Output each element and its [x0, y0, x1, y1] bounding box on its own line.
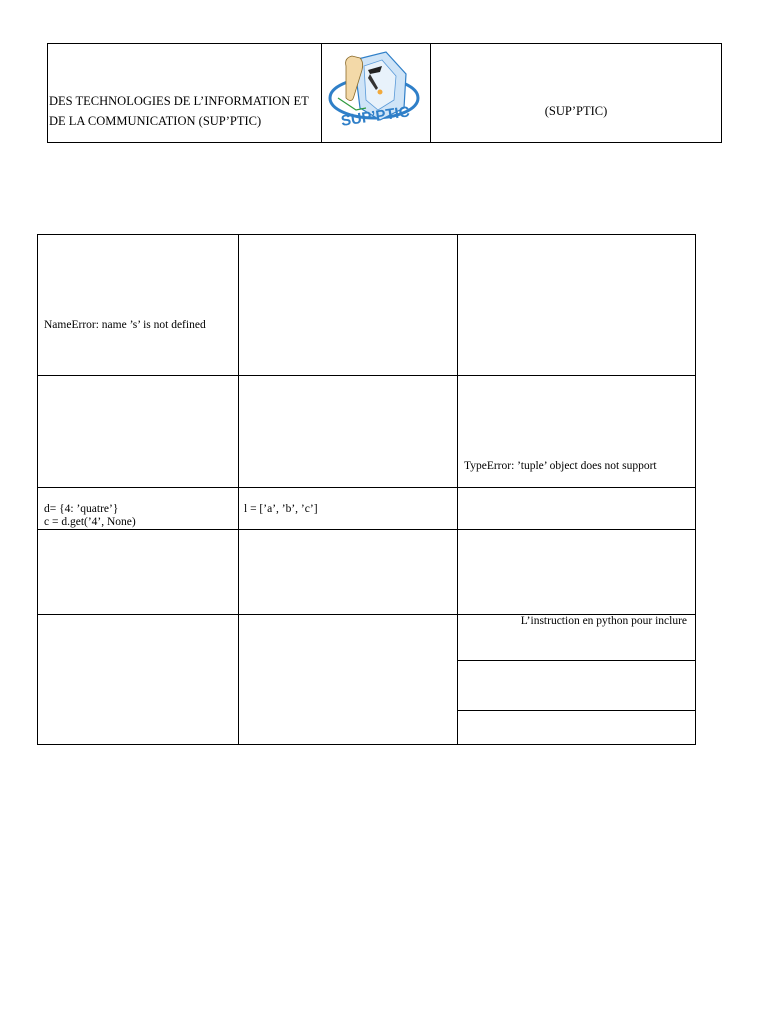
- cell-r3-c2: l = [’a’, ’b’, ’c’]: [244, 503, 318, 515]
- institution-line-1: DES TECHNOLOGIES DE L’INFORMATION ET: [49, 94, 309, 108]
- header-table: [47, 43, 722, 143]
- col-divider-1: [238, 235, 239, 745]
- main-table: [37, 234, 696, 745]
- header-logo-cell: [322, 44, 431, 142]
- cell-r3-c1-line-2: c = d.get(’4’, None): [44, 516, 136, 528]
- supptic-logo: [324, 48, 428, 138]
- institution-name: [49, 91, 321, 131]
- cell-r3-c1-line-1: d= {4: ’quatre’}: [44, 503, 119, 515]
- institution-line-2: DE LA COMMUNICATION (SUP’PTIC): [49, 114, 262, 128]
- header-right-cell: [431, 44, 721, 142]
- logo-text: SUP’PTIC: [339, 103, 411, 130]
- col-divider-2: [457, 235, 458, 745]
- row-divider-3: [38, 529, 696, 530]
- header-institution-cell: [48, 44, 322, 142]
- cell-r3-c1: [44, 503, 136, 529]
- cell-r1-c1: NameError: name ’s’ is not defined: [44, 319, 206, 331]
- cell-r2-c3: TypeError: ’tuple’ object does not support: [464, 460, 657, 472]
- row-divider-5: [457, 660, 696, 661]
- header-right-text: (SUP’PTIC): [544, 104, 608, 118]
- row-divider-6: [457, 710, 696, 711]
- row-divider-1: [38, 375, 696, 376]
- cell-r5-c3: L’instruction en python pour inclure: [520, 615, 687, 627]
- row-divider-2: [38, 487, 696, 488]
